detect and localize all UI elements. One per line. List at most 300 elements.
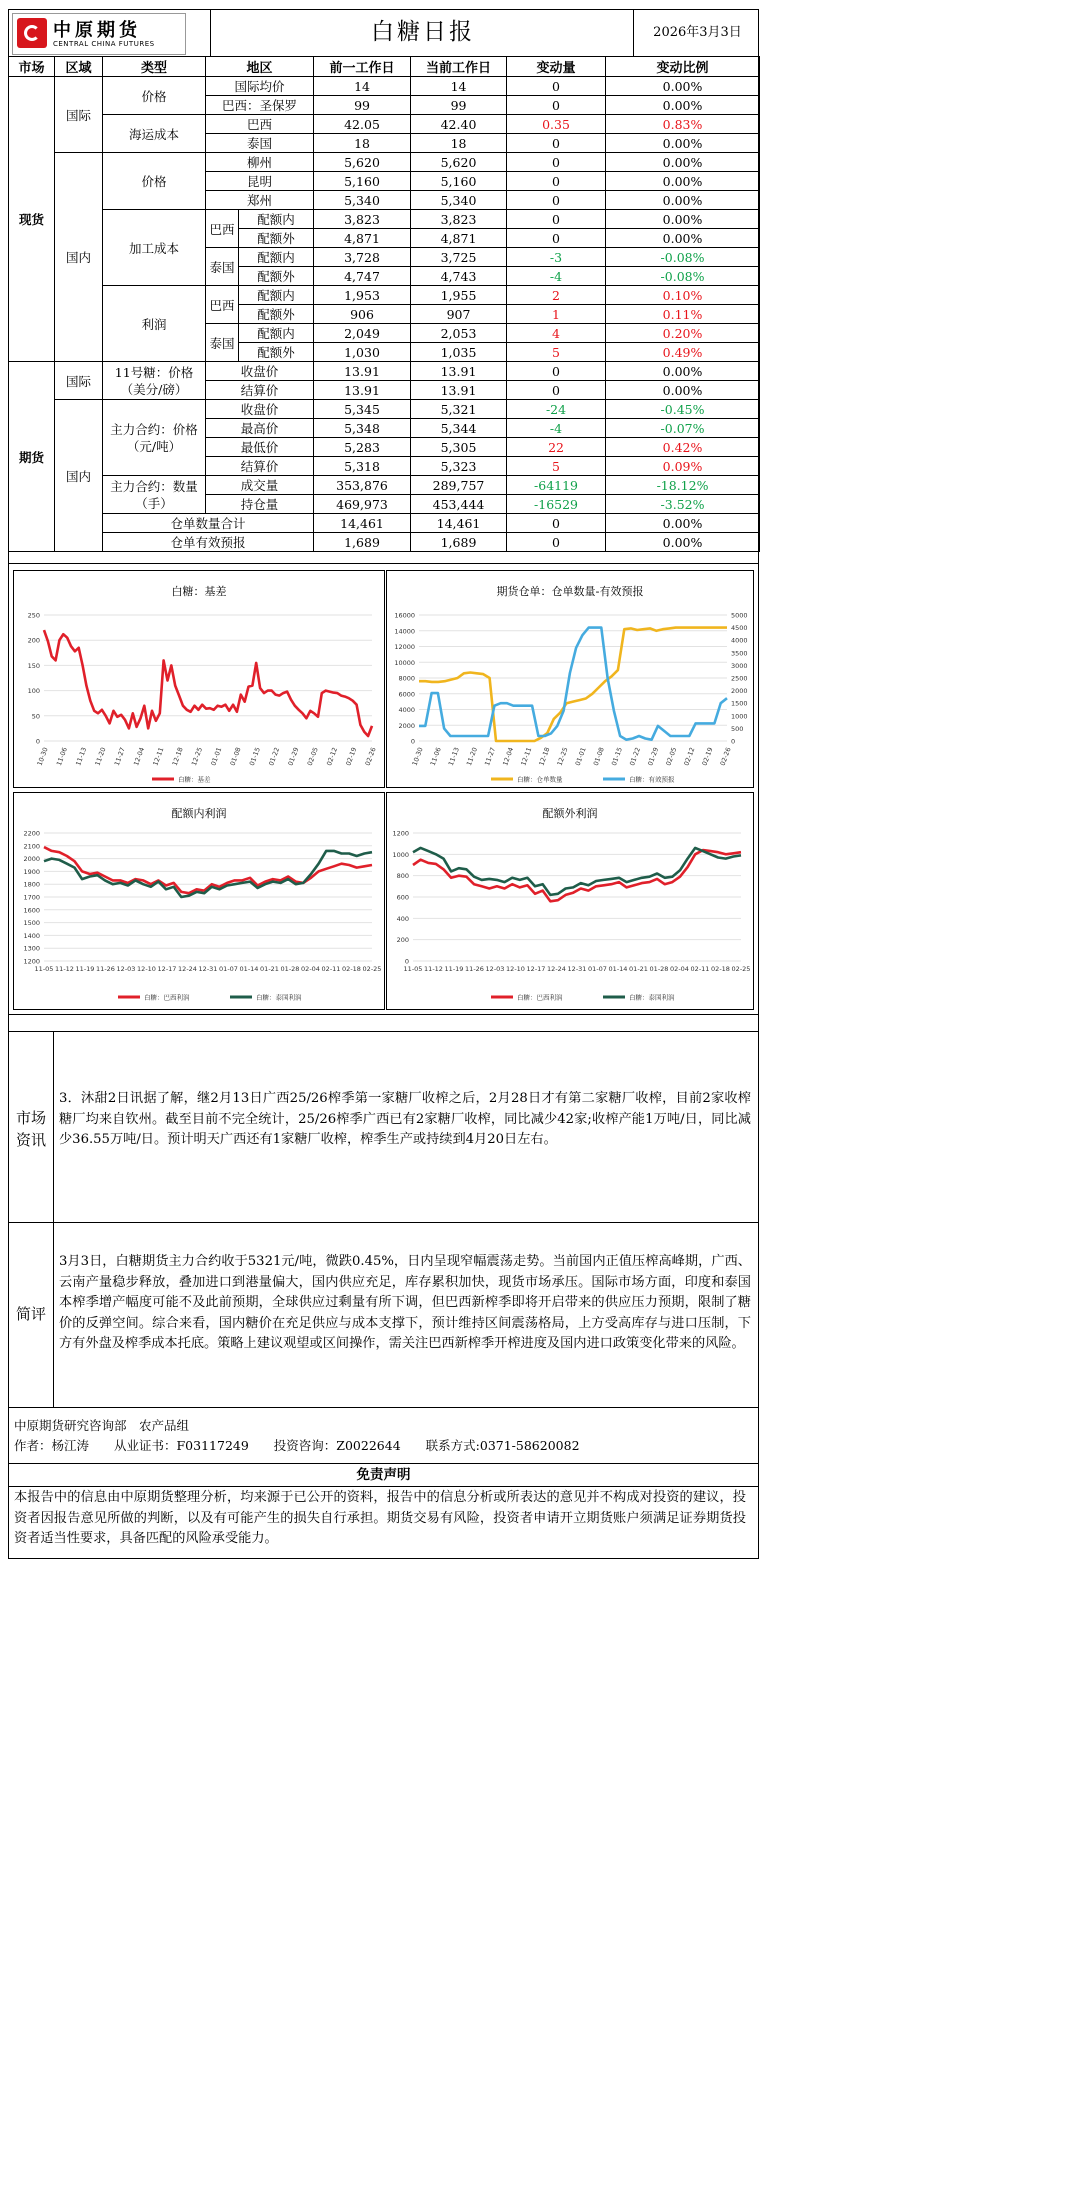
y2-tick-label: 3500	[731, 649, 748, 658]
x-tick-label: 11-20	[465, 746, 479, 767]
x-tick-label: 02-19	[700, 746, 715, 767]
charts-area	[8, 563, 759, 1015]
y-tick-label: 2100	[23, 842, 40, 851]
legend-label: 白糖：巴西利润	[144, 993, 190, 1002]
region-cell: 配额外	[239, 267, 314, 286]
type-cell: 价格	[103, 77, 206, 115]
header-cell: 变动比例	[606, 57, 760, 77]
prev-value-cell: 99	[314, 96, 411, 115]
region-cell: 昆明	[206, 172, 314, 191]
x-tick-label: 12-17	[526, 965, 546, 973]
prev-value-cell: 469,973	[314, 495, 411, 514]
table-row	[9, 115, 760, 134]
change-cell: 1	[507, 305, 606, 324]
x-tick-label: 02-11	[690, 965, 710, 973]
cur-value-cell: 453,444	[411, 495, 507, 514]
origin-cell: 泰国	[206, 248, 239, 286]
table-row	[9, 400, 760, 419]
x-tick-label: 11-19	[75, 965, 95, 973]
change-pct-cell: -0.08%	[606, 248, 760, 267]
x-tick-label: 11-27	[112, 746, 127, 767]
change-cell: 2	[507, 286, 606, 305]
x-tick-label: 01-15	[609, 746, 624, 767]
prev-value-cell: 5,620	[314, 153, 411, 172]
x-tick-label: 01-07	[588, 965, 607, 973]
cur-value-cell: 289,757	[411, 476, 507, 495]
y-tick-label: 1200	[23, 957, 40, 966]
type-cell: 主力合约：价格（元/吨）	[103, 400, 206, 476]
change-pct-cell: 0.00%	[606, 210, 760, 229]
logo-icon	[17, 18, 47, 48]
prev-value-cell: 5,283	[314, 438, 411, 457]
basis-chart	[13, 570, 385, 788]
y-tick-label: 12000	[394, 643, 415, 651]
market-cell: 期货	[9, 362, 55, 552]
series-line	[44, 630, 372, 736]
x-tick-label: 12-24	[178, 965, 197, 973]
x-tick-label: 02-26	[718, 746, 733, 767]
region-cell: 成交量	[206, 476, 314, 495]
x-tick-label: 11-13	[446, 746, 461, 767]
cur-value-cell: 42.40	[411, 115, 507, 134]
x-tick-label: 01-01	[573, 746, 588, 767]
cur-value-cell: 13.91	[411, 381, 507, 400]
change-cell: -24	[507, 400, 606, 419]
x-tick-label: 10-30	[410, 746, 425, 767]
x-tick-label: 12-25	[555, 746, 570, 767]
x-tick-label: 11-05	[34, 965, 54, 973]
region-cell: 国际均价	[206, 77, 314, 96]
x-tick-label: 01-08	[228, 746, 243, 767]
y-tick-label: 800	[396, 872, 409, 881]
region-cell: 结算价	[206, 457, 314, 476]
x-tick-label: 02-18	[342, 965, 361, 973]
change-pct-cell: 0.00%	[606, 533, 760, 552]
prev-value-cell: 4,747	[314, 267, 411, 286]
region-cell: 最低价	[206, 438, 314, 457]
x-tick-label: 01-28	[280, 965, 300, 973]
x-tick-label: 01-22	[267, 746, 282, 767]
y-tick-label: 200	[27, 636, 40, 645]
prev-value-cell: 3,728	[314, 248, 411, 267]
x-tick-label: 01-15	[247, 746, 262, 767]
y2-tick-label: 500	[731, 724, 744, 733]
y-tick-label: 1200	[392, 829, 409, 838]
y2-tick-label: 4500	[731, 624, 748, 633]
area-cell: 国内	[55, 400, 103, 552]
disclaimer-title: 免责声明	[8, 1463, 759, 1487]
x-tick-label: 02-05	[664, 746, 679, 767]
region-cell: 配额内	[239, 286, 314, 305]
type-cell: 价格	[103, 153, 206, 210]
y2-tick-label: 3000	[731, 661, 748, 670]
prev-value-cell: 5,318	[314, 457, 411, 476]
change-pct-cell: 0.00%	[606, 153, 760, 172]
x-tick-label: 12-03	[485, 965, 505, 973]
y-tick-label: 8000	[398, 674, 415, 683]
x-tick-label: 11-06	[428, 746, 443, 767]
prev-value-cell: 5,345	[314, 400, 411, 419]
change-cell: 5	[507, 457, 606, 476]
change-pct-cell: 0.09%	[606, 457, 760, 476]
region-cell: 配额外	[239, 343, 314, 362]
x-tick-label: 02-18	[711, 965, 730, 973]
x-tick-label: 11-20	[93, 746, 108, 767]
change-cell: 0	[507, 210, 606, 229]
cur-value-cell: 5,305	[411, 438, 507, 457]
cur-value-cell: 907	[411, 305, 507, 324]
chart-title: 配额内利润	[171, 807, 227, 820]
comment-label: 简评	[15, 1305, 46, 1323]
change-pct-cell: 0.00%	[606, 514, 760, 533]
x-tick-label: 02-25	[362, 965, 382, 973]
x-tick-label: 02-11	[321, 965, 341, 973]
cur-value-cell: 3,823	[411, 210, 507, 229]
prev-value-cell: 1,030	[314, 343, 411, 362]
change-cell: 0	[507, 153, 606, 172]
y2-tick-label: 5000	[731, 611, 748, 620]
change-pct-cell: 0.00%	[606, 96, 760, 115]
header-divider	[210, 9, 211, 56]
change-cell: 0	[507, 533, 606, 552]
prev-value-cell: 5,160	[314, 172, 411, 191]
cur-value-cell: 99	[411, 96, 507, 115]
x-tick-label: 11-27	[483, 746, 498, 767]
x-tick-label: 12-25	[190, 746, 204, 767]
y-tick-label: 400	[396, 914, 409, 923]
prev-value-cell: 1,953	[314, 286, 411, 305]
legend-label: 白糖：巴西利润	[517, 993, 563, 1002]
prev-value-cell: 5,340	[314, 191, 411, 210]
region-cell: 配额内	[239, 248, 314, 267]
change-cell: 0	[507, 362, 606, 381]
department-line: 中原期货研究咨询部 农产品组	[14, 1418, 190, 1433]
header-cell: 当前工作日	[411, 57, 507, 77]
table-row	[9, 476, 760, 495]
chart-title: 白糖：基差	[171, 585, 227, 598]
region-cell: 巴西：圣保罗	[206, 96, 314, 115]
region-cell: 郑州	[206, 191, 314, 210]
series-line	[44, 847, 372, 893]
report-date: 2026年3月3日	[653, 25, 742, 40]
report-header	[8, 9, 759, 57]
cur-value-cell: 1,035	[411, 343, 507, 362]
header-cell: 区域	[55, 57, 103, 77]
x-tick-label: 10-30	[35, 746, 50, 767]
cur-value-cell: 5,321	[411, 400, 507, 419]
legend-label: 白糖：泰国利润	[256, 993, 302, 1002]
warehouse-chart-svg	[387, 571, 753, 787]
comment-text: 3月3日，白糖期货主力合约收于5321元/吨，微跌0.45%，日内呈现窄幅震荡走势。当前国内正值压榨高峰期，广西、云南产量稳步释放，叠加进口到港量偏大，国内供应充足，库存累积加快，现货市场承压。国际市场方面，印度和泰国本榨季增产幅度可能不及此前预期，全球供应过剩量有所下调，但巴西新榨季即将开启带来的供应压力预期，限制了糖价的反弹空间。综合来看，国内糖价在充足供应与成本支撑下，预计维持区间震荡格局，上方受高库存与进口压制，下方有外盘及榨季成本托底。策略上建议观望或区间操作，需关注巴西新榨季开榨进度及国内进口政策变化带来的风险。	[59, 1254, 751, 1351]
prev-value-cell: 42.05	[314, 115, 411, 134]
chart-title: 期货仓单：仓单数量-有效预报	[496, 585, 644, 598]
area-cell: 国内	[55, 153, 103, 362]
x-tick-label: 12-24	[547, 965, 566, 973]
y-tick-label: 100	[27, 687, 40, 696]
change-cell: -16529	[507, 495, 606, 514]
chart-title: 配额外利润	[542, 807, 598, 820]
prev-value-cell: 14,461	[314, 514, 411, 533]
series-line	[419, 628, 727, 741]
change-pct-cell: 0.00%	[606, 191, 760, 210]
y-tick-label: 4000	[398, 706, 415, 714]
y-tick-label: 1900	[23, 867, 40, 876]
x-tick-label: 12-03	[116, 965, 136, 973]
change-cell: -4	[507, 267, 606, 286]
header-cell: 变动量	[507, 57, 606, 77]
change-cell: -4	[507, 419, 606, 438]
change-cell: 0	[507, 172, 606, 191]
quota-in-profit-chart	[13, 792, 385, 1010]
company-logo	[12, 13, 186, 55]
table-row	[9, 153, 760, 172]
x-tick-label: 12-04	[501, 746, 516, 767]
comment-label-cell	[8, 1221, 54, 1407]
x-tick-label: 12-31	[198, 965, 218, 973]
change-cell: -64119	[507, 476, 606, 495]
region-cell: 配额外	[239, 229, 314, 248]
x-tick-label: 12-17	[157, 965, 177, 973]
x-tick-label: 02-12	[682, 746, 697, 767]
news-label-cell	[8, 1032, 54, 1222]
x-tick-label: 01-29	[286, 746, 301, 767]
quota-out-profit-chart-svg	[387, 793, 753, 1009]
x-tick-label: 11-26	[96, 965, 115, 973]
y-tick-label: 50	[31, 712, 40, 721]
change-pct-cell: 0.83%	[606, 115, 760, 134]
prev-value-cell: 1,689	[314, 533, 411, 552]
header-cell: 地区	[206, 57, 314, 77]
y-tick-label: 6000	[398, 690, 415, 699]
x-tick-label: 11-06	[54, 746, 69, 767]
origin-cell: 泰国	[206, 324, 239, 362]
region-cell: 最高价	[206, 419, 314, 438]
y-tick-label: 1600	[23, 906, 40, 915]
prev-value-cell: 906	[314, 305, 411, 324]
y-tick-label: 0	[35, 737, 40, 746]
y2-tick-label: 0	[731, 737, 736, 746]
table-header-row	[9, 57, 760, 77]
logo-en-text: CENTRAL CHINA FUTURES	[53, 40, 155, 48]
y-tick-label: 0	[410, 737, 415, 746]
x-tick-label: 12-11	[151, 746, 166, 767]
region-cell: 收盘价	[206, 400, 314, 419]
series-line	[419, 628, 727, 740]
area-cell: 国际	[55, 362, 103, 400]
change-cell: 22	[507, 438, 606, 457]
type-cell: 利润	[103, 286, 206, 362]
region-cell: 柳州	[206, 153, 314, 172]
x-tick-label: 02-04	[301, 965, 320, 973]
cur-value-cell: 14	[411, 77, 507, 96]
prev-value-cell: 14	[314, 77, 411, 96]
change-pct-cell: 0.11%	[606, 305, 760, 324]
x-tick-label: 12-10	[137, 965, 156, 973]
x-tick-label: 11-05	[403, 965, 423, 973]
x-tick-label: 01-01	[209, 746, 224, 767]
news-section	[8, 1031, 759, 1223]
x-tick-label: 02-05	[305, 746, 320, 767]
table-row	[9, 286, 760, 305]
y-tick-label: 0	[404, 957, 409, 966]
change-cell: 0	[507, 77, 606, 96]
x-tick-label: 01-07	[219, 965, 238, 973]
header-cell: 前一工作日	[314, 57, 411, 77]
x-tick-label: 11-12	[424, 965, 443, 973]
table-row	[9, 77, 760, 96]
x-tick-label: 01-28	[649, 965, 669, 973]
cur-value-cell: 5,160	[411, 172, 507, 191]
comment-section	[8, 1221, 759, 1408]
x-tick-label: 11-12	[55, 965, 74, 973]
table-row	[9, 533, 760, 552]
cur-value-cell: 3,725	[411, 248, 507, 267]
x-tick-label: 11-13	[74, 746, 89, 767]
region-cell: 持仓量	[206, 495, 314, 514]
y-tick-label: 1400	[23, 931, 40, 940]
news-text: 3．沐甜2日讯据了解，继2月13日广西25/26榨季第一家糖厂收榨之后，2月28日才有第二家糖厂收榨，目前2家收榨糖厂均来自钦州。截至目前不完全统计，25/26榨季广西已有2家糖厂收榨，同比减少42家;收榨产能1万吨/日，同比减少36.55万吨/日。预计明天广西还有1家糖厂收榨，榨季生产或持续到4月20日左右。	[59, 1091, 751, 1147]
y-tick-label: 600	[396, 893, 409, 902]
cur-value-cell: 18	[411, 134, 507, 153]
y-tick-label: 2000	[23, 855, 40, 864]
x-tick-label: 01-21	[629, 965, 648, 973]
y-tick-label: 10000	[394, 658, 415, 667]
legend-label: 白糖：仓单数量	[517, 775, 563, 784]
change-pct-cell: -0.08%	[606, 267, 760, 286]
y-tick-label: 1800	[23, 880, 40, 889]
quota-out-profit-chart	[386, 792, 754, 1010]
x-tick-label: 11-26	[465, 965, 484, 973]
x-tick-label: 01-22	[628, 746, 643, 767]
change-pct-cell: -0.07%	[606, 419, 760, 438]
y2-tick-label: 1500	[731, 699, 748, 708]
cur-value-cell: 5,323	[411, 457, 507, 476]
x-tick-label: 12-04	[132, 746, 147, 767]
cur-value-cell: 2,053	[411, 324, 507, 343]
prev-value-cell: 13.91	[314, 362, 411, 381]
cur-value-cell: 5,344	[411, 419, 507, 438]
change-pct-cell: 0.00%	[606, 77, 760, 96]
change-cell: -3	[507, 248, 606, 267]
legend-label: 白糖：有效预报	[629, 775, 675, 784]
y-tick-label: 14000	[394, 627, 415, 636]
region-cell: 收盘价	[206, 362, 314, 381]
change-pct-cell: 0.00%	[606, 362, 760, 381]
cur-value-cell: 4,871	[411, 229, 507, 248]
disclaimer-text: 本报告中的信息由中原期货整理分析，均来源于已公开的资料，报告中的信息分析或所表达的意见并不构成对投资的建议，投资者因报告意见所做的判断，以及有可能产生的损失自行承担。期货交易有风险，投资者申请开立期货账户须满足证券期货投资者适当性要求，具备匹配的风险承受能力。	[14, 1490, 746, 1546]
type-cell: 主力合约：数量（手）	[103, 476, 206, 514]
change-cell: 0	[507, 229, 606, 248]
change-pct-cell: 0.00%	[606, 229, 760, 248]
type-cell: 海运成本	[103, 115, 206, 153]
y-tick-label: 1700	[23, 893, 40, 902]
y2-tick-label: 2500	[731, 674, 748, 683]
change-pct-cell: 0.20%	[606, 324, 760, 343]
region-cell: 巴西	[206, 115, 314, 134]
x-tick-label: 02-26	[363, 746, 378, 767]
y-tick-label: 1000	[392, 850, 409, 859]
region-cell: 结算价	[206, 381, 314, 400]
news-label: 市场 资讯	[15, 1109, 46, 1149]
change-cell: 0	[507, 96, 606, 115]
x-tick-label: 01-08	[591, 746, 606, 767]
region-cell: 仓单数量合计	[103, 514, 314, 533]
cur-value-cell: 5,340	[411, 191, 507, 210]
change-pct-cell: 0.00%	[606, 381, 760, 400]
y2-tick-label: 1000	[731, 712, 748, 721]
change-cell: 0	[507, 381, 606, 400]
y-tick-label: 16000	[394, 611, 415, 620]
x-tick-label: 12-10	[506, 965, 525, 973]
change-cell: 0	[507, 514, 606, 533]
x-tick-label: 12-31	[567, 965, 587, 973]
y-tick-label: 2000	[398, 721, 415, 730]
x-tick-label: 01-21	[260, 965, 279, 973]
market-cell: 现货	[9, 77, 55, 362]
change-pct-cell: 0.00%	[606, 172, 760, 191]
prev-value-cell: 4,871	[314, 229, 411, 248]
cur-value-cell: 5,620	[411, 153, 507, 172]
region-cell: 仓单有效预报	[103, 533, 314, 552]
y2-tick-label: 4000	[731, 636, 748, 645]
series-line	[413, 848, 741, 895]
x-tick-label: 02-19	[344, 746, 359, 767]
type-cell: 加工成本	[103, 210, 206, 286]
x-tick-label: 01-29	[646, 746, 661, 767]
x-tick-label: 12-11	[519, 746, 534, 767]
cur-value-cell: 13.91	[411, 362, 507, 381]
y-tick-label: 250	[27, 611, 40, 620]
origin-cell: 巴西	[206, 286, 239, 324]
area-cell: 国际	[55, 77, 103, 153]
x-tick-label: 01-14	[608, 965, 628, 973]
region-cell: 配额内	[239, 324, 314, 343]
region-cell: 配额内	[239, 210, 314, 229]
y-tick-label: 2200	[23, 829, 40, 838]
warehouse-chart	[386, 570, 754, 788]
table-row	[9, 362, 760, 381]
x-tick-label: 11-19	[444, 965, 464, 973]
prev-value-cell: 18	[314, 134, 411, 153]
change-cell: 4	[507, 324, 606, 343]
type-cell: 11号糖：价格（美分/磅）	[103, 362, 206, 400]
x-tick-label: 01-14	[239, 965, 259, 973]
table-row	[9, 210, 760, 229]
x-tick-label: 02-12	[325, 746, 340, 767]
change-pct-cell: 0.49%	[606, 343, 760, 362]
legend-label: 白糖：泰国利润	[629, 993, 675, 1002]
quota-in-profit-chart-svg	[14, 793, 384, 1009]
cur-value-cell: 1,689	[411, 533, 507, 552]
change-pct-cell: -0.45%	[606, 400, 760, 419]
x-tick-label: 02-25	[731, 965, 751, 973]
header-cell: 市场	[9, 57, 55, 77]
origin-cell: 巴西	[206, 210, 239, 248]
change-pct-cell: 0.00%	[606, 134, 760, 153]
logo-cn-text: 中原期货	[53, 20, 141, 41]
y-tick-label: 1500	[23, 919, 40, 928]
change-pct-cell: -3.52%	[606, 495, 760, 514]
cur-value-cell: 1,955	[411, 286, 507, 305]
region-cell: 泰国	[206, 134, 314, 153]
change-cell: 5	[507, 343, 606, 362]
header-divider	[633, 9, 634, 56]
legend-label: 白糖：基差	[178, 775, 211, 784]
table-row	[9, 514, 760, 533]
y2-tick-label: 2000	[731, 687, 748, 696]
header-cell: 类型	[103, 57, 206, 77]
prev-value-cell: 3,823	[314, 210, 411, 229]
